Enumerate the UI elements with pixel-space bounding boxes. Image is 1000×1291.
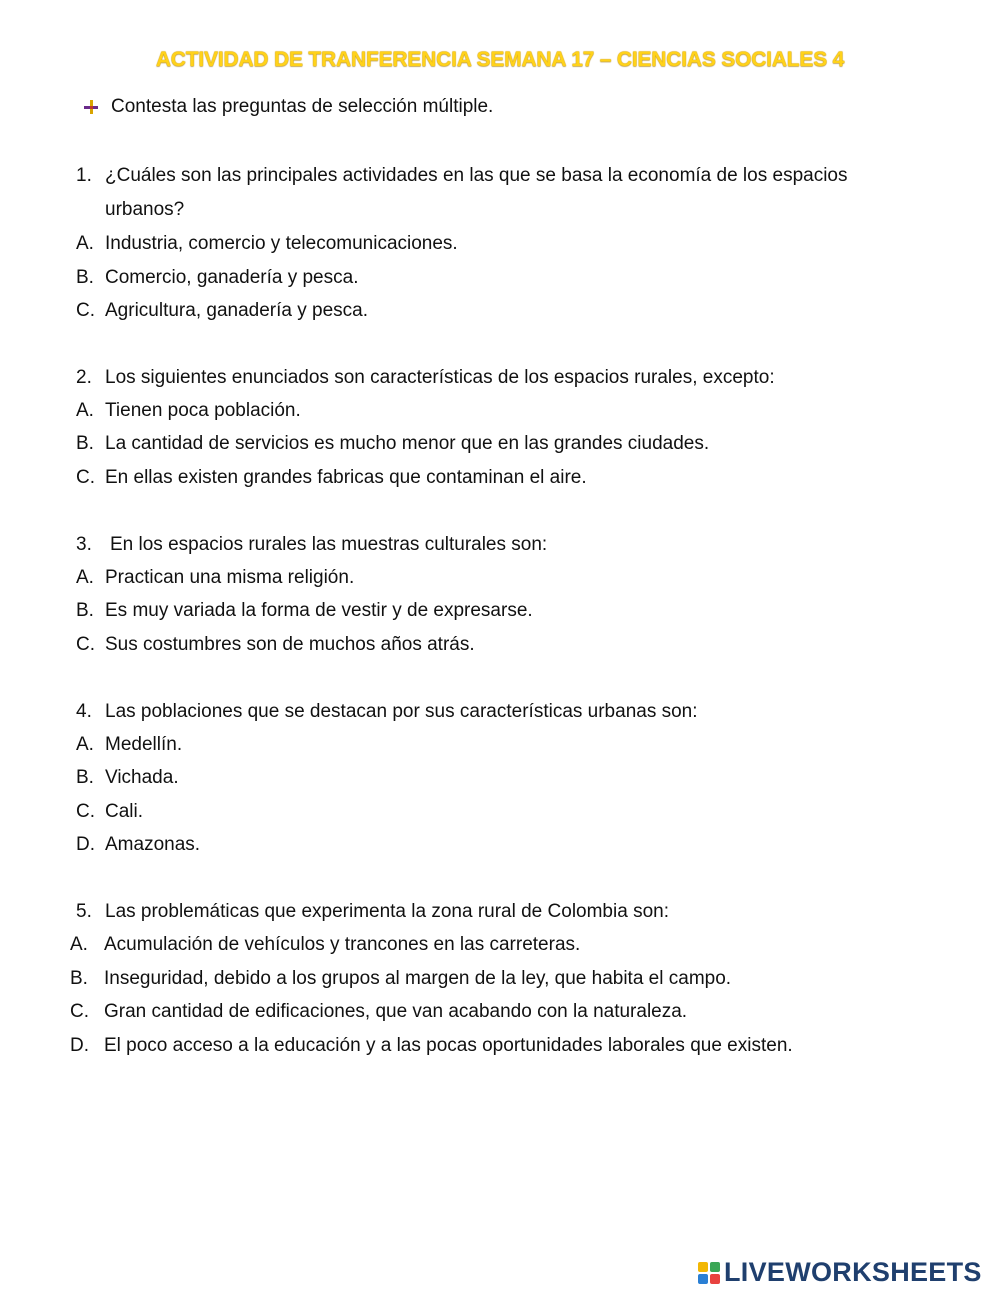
option-letter: C. [76, 634, 95, 655]
option-text: Medellín. [105, 734, 183, 755]
option-letter: A. [76, 734, 94, 755]
option-text: Acumulación de vehículos y trancones en las carreteras. [104, 934, 581, 955]
option-letter: B. [70, 968, 88, 989]
option-text: En ellas existen grandes fabricas que contaminan el aire. [105, 467, 587, 488]
instruction [84, 96, 493, 118]
question-number: 5. [76, 901, 92, 922]
option-text: Amazonas. [105, 834, 201, 855]
option-letter: D. [70, 1035, 89, 1056]
option-text: Inseguridad, debido a los grupos al margen de la ley, que habita el campo. [104, 968, 732, 989]
question-number: 4. [76, 701, 92, 722]
option-letter: B. [76, 600, 94, 621]
option-letter: C. [76, 467, 95, 488]
option-text: Es muy variada la forma de vestir y de expresarse. [105, 600, 533, 621]
option-letter: B. [76, 433, 94, 454]
question-text: Los siguientes enunciados son características de los espacios rurales, excepto: [105, 367, 775, 388]
instruction-text: Contesta las preguntas de selección múltiple. [111, 96, 494, 117]
option-text: Practican una misma religión. [105, 567, 355, 588]
option-letter: A. [70, 934, 88, 955]
question-1-continuation: urbanos? [105, 199, 185, 220]
option-text: Gran cantidad de edificaciones, que van acabando con la naturaleza. [104, 1001, 688, 1022]
question-text: Las poblaciones que se destacan por sus características urbanas son: [105, 701, 698, 722]
option-letter: C. [76, 801, 95, 822]
option-text: La cantidad de servicios es mucho menor que en las grandes ciudades. [105, 433, 710, 454]
option-letter: C. [70, 1001, 89, 1022]
worksheet-title: ACTIVIDAD DE TRANFERENCIA SEMANA 17 – CIENCIAS SOCIALES 4 [155, 48, 845, 71]
question-text: Las problemáticas que experimenta la zona rural de Colombia son: [105, 901, 669, 922]
option-letter: B. [76, 267, 94, 288]
option-letter: D. [76, 834, 95, 855]
question-text: En los espacios rurales las muestras culturales son: [110, 534, 548, 555]
liveworksheets-logo-icon [698, 1262, 720, 1284]
option-letter: B. [76, 767, 94, 788]
option-text: Agricultura, ganadería y pesca. [105, 300, 368, 321]
option-text: Tienen poca población. [105, 400, 301, 421]
plus-bullet-icon [84, 100, 98, 114]
question-text: ¿Cuáles son las principales actividades en las que se basa la economía de los espacios [105, 165, 848, 186]
question-number: 2. [76, 367, 92, 388]
option-text: El poco acceso a la educación y a las pocas oportunidades laborales que existen. [104, 1035, 793, 1056]
option-text: Industria, comercio y telecomunicaciones. [105, 233, 458, 254]
option-letter: A. [76, 400, 94, 421]
option-text: Sus costumbres son de muchos años atrás. [105, 634, 475, 655]
option-letter: A. [76, 567, 94, 588]
option-letter: C. [76, 300, 95, 321]
option-letter: A. [76, 233, 94, 254]
option-text: Cali. [105, 801, 144, 822]
question-number: 1. [76, 165, 92, 186]
option-text: Vichada. [105, 767, 179, 788]
logo-text: LIVEWORKSHEETS [724, 1257, 982, 1287]
question-number: 3. [76, 534, 92, 555]
option-text: Comercio, ganadería y pesca. [105, 267, 359, 288]
liveworksheets-logo [698, 1257, 982, 1288]
